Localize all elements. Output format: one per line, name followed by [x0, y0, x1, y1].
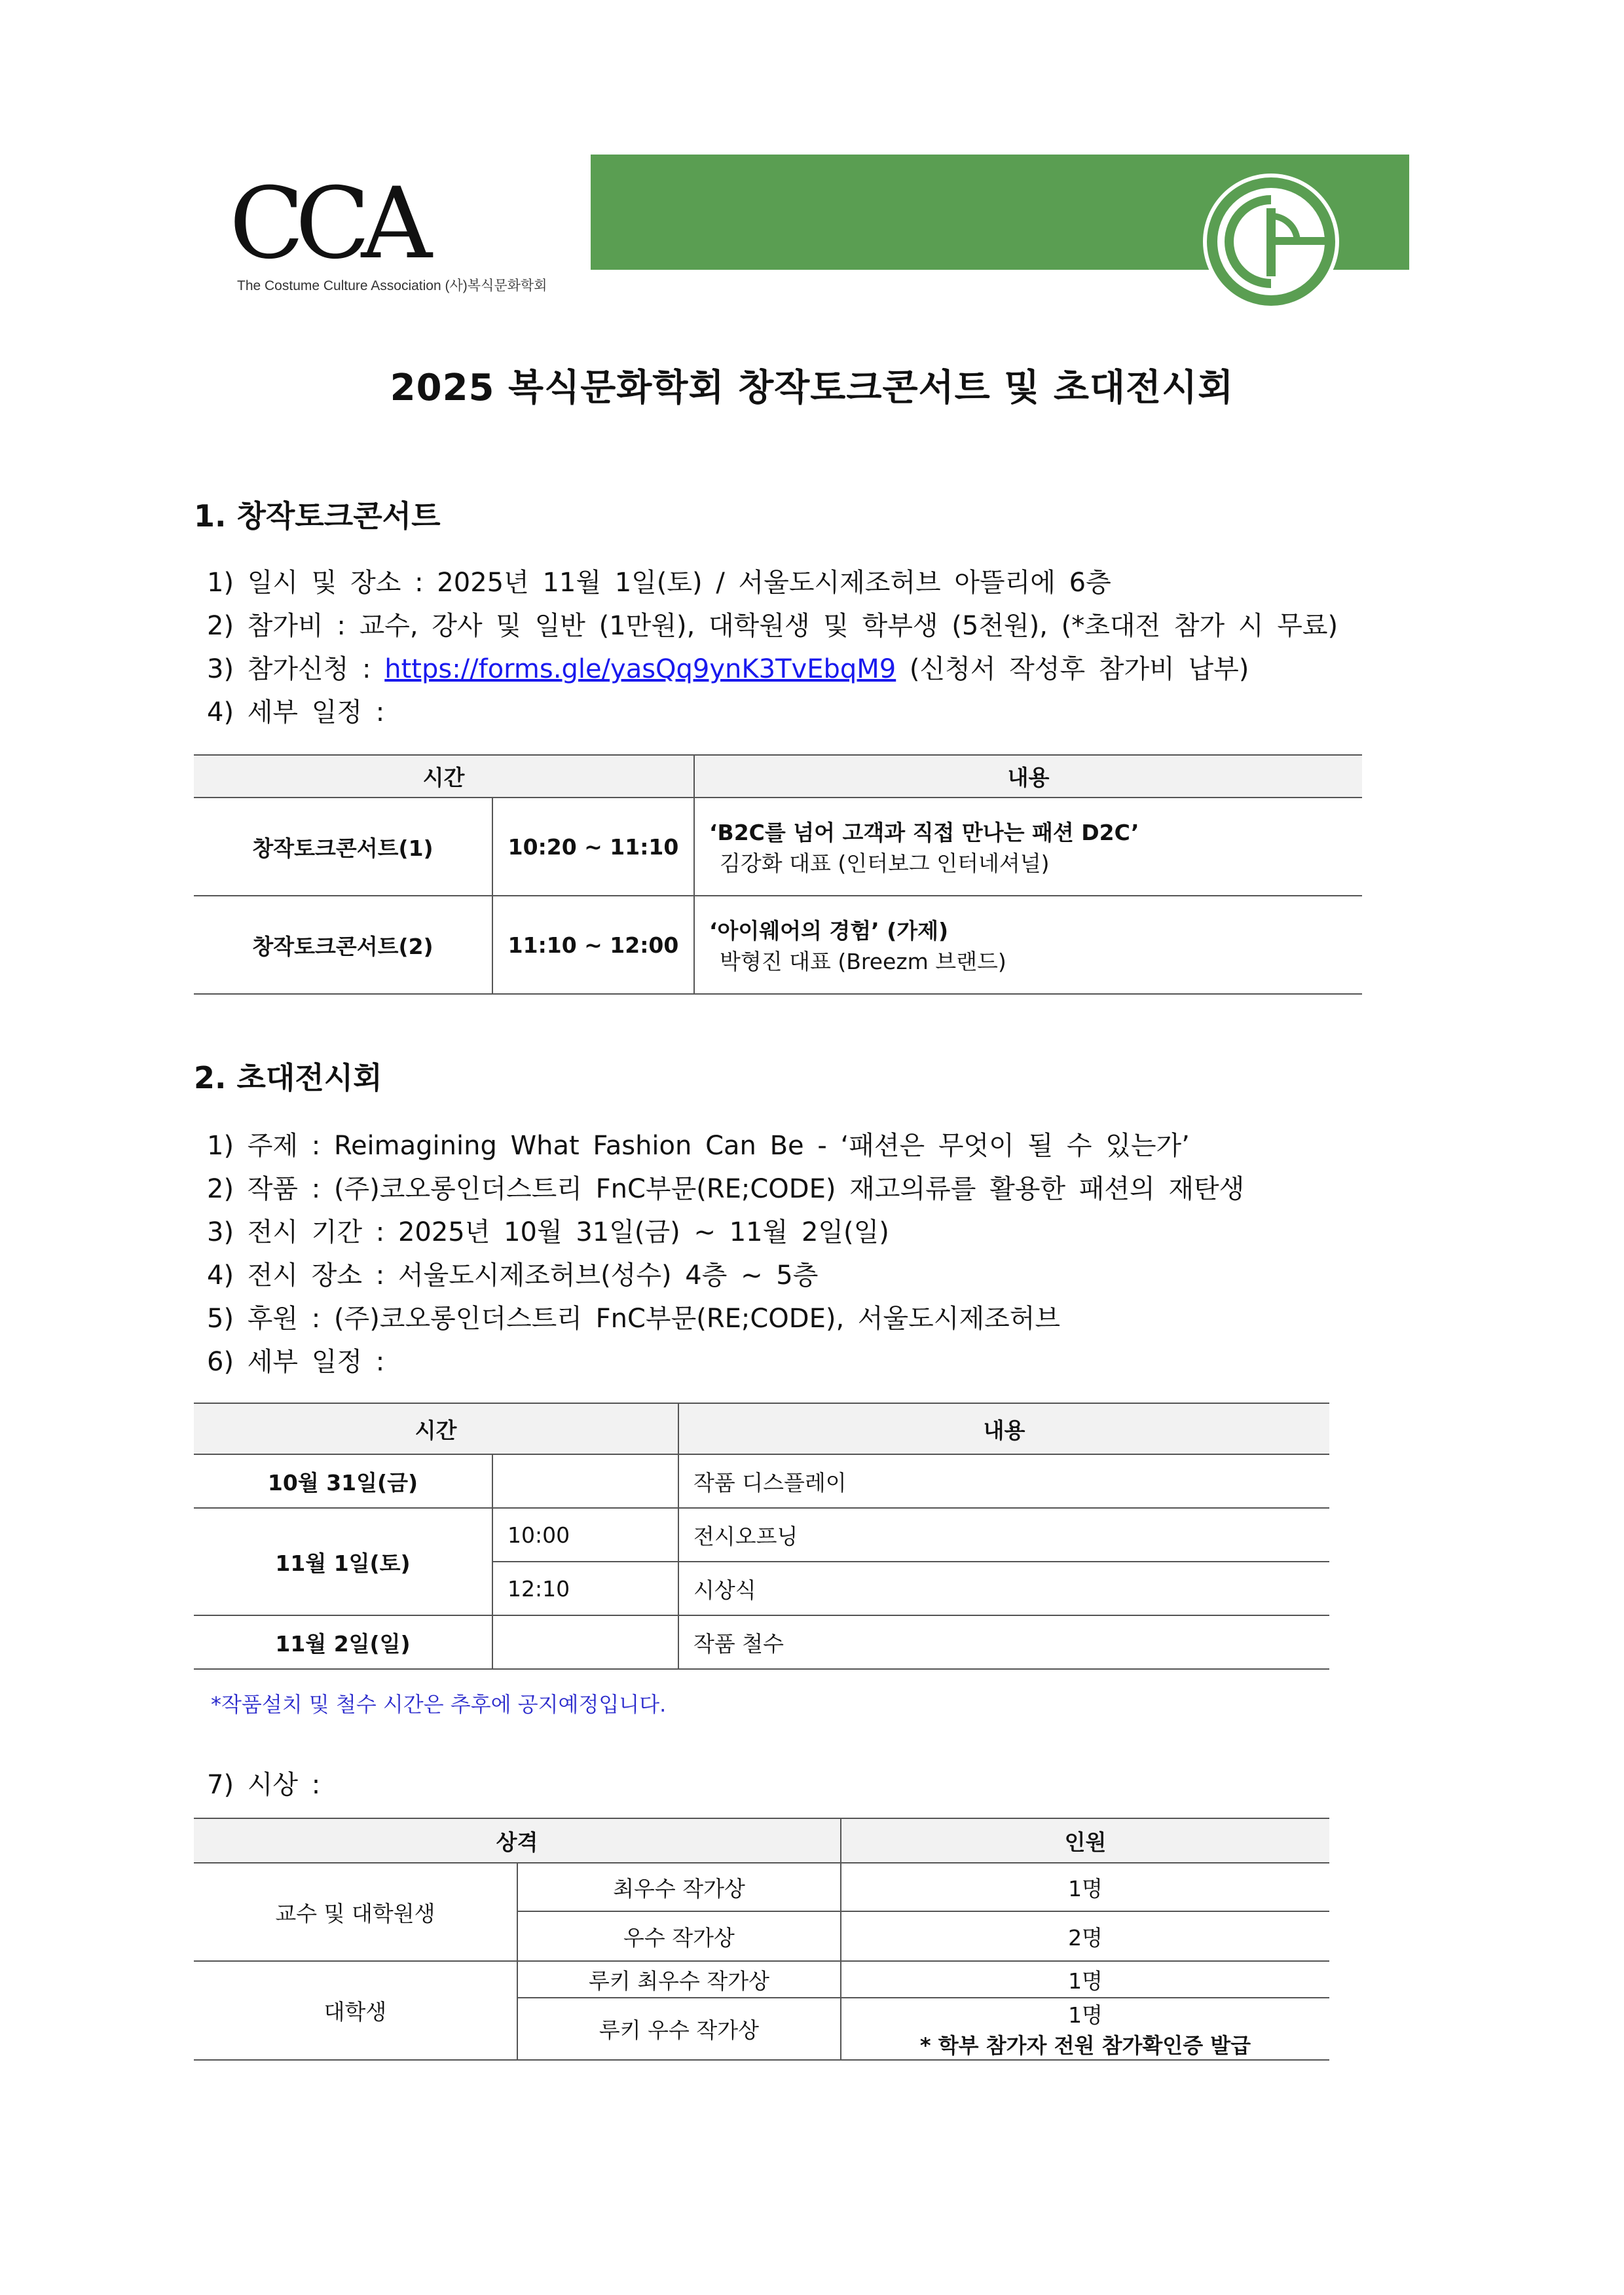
exhibition-schedule-table [194, 1403, 1329, 1670]
concert-schedule-label: 4) 세부 일정 : [207, 697, 385, 727]
award-count: 2명 [841, 1911, 1329, 1961]
session-time: 11:10 ~ 12:00 [492, 896, 694, 994]
table-row [194, 1454, 1329, 1508]
session-time: 10:20 ~ 11:10 [492, 798, 694, 896]
table-header-count: 인원 [841, 1818, 1329, 1863]
award-footnote: * 학부 참가자 전원 참가확인증 발급 [919, 2033, 1251, 2058]
award-name: 루키 우수 작가상 [517, 1998, 841, 2060]
table-row [194, 1615, 1329, 1669]
table-header-content: 내용 [678, 1403, 1329, 1454]
section-heading-exhibition: 2. 초대전시회 [194, 1060, 382, 1095]
registration-link[interactable]: https://forms.gle/yasQq9ynK3TvEbqM9 [384, 654, 896, 684]
concert-registration [207, 653, 1249, 685]
association-emblem-icon [1198, 169, 1344, 314]
session-talk-title: ‘B2C를 넘어 고객과 직접 만나는 패션 D2C’ [709, 820, 1139, 845]
table-row [194, 1508, 1329, 1562]
session-name: 창작토크콘서트(2) [194, 896, 492, 994]
registration-note: (신청서 작성후 참가비 납부) [896, 654, 1249, 684]
table-header-content: 내용 [694, 755, 1362, 798]
exhibition-schedule-label: 6) 세부 일정 : [207, 1347, 385, 1377]
table-header-time: 시간 [194, 1403, 678, 1454]
page-title: 2025 복식문화학회 창작토크콘서트 및 초대전시회 [390, 367, 1234, 409]
exhibition-theme: 1) 주제 : Reimagining What Fashion Can Be - ‘패션은 무엇이 될 수 있는가’ [207, 1131, 1190, 1161]
award-count: 1명 [841, 1961, 1329, 1998]
table-row [194, 1863, 1329, 1911]
session-speaker: 박형진 대표 (Breezm 브랜드) [720, 949, 1006, 974]
award-count: 1명 [1068, 2002, 1103, 2028]
schedule-time [492, 1615, 678, 1669]
table-header-time: 시간 [194, 755, 694, 798]
award-count: 1명 [841, 1863, 1329, 1911]
registration-label: 3) 참가신청 : [207, 654, 385, 684]
logo: CCA [229, 167, 423, 281]
session-detail [694, 896, 1362, 994]
schedule-date: 10월 31일(금) [194, 1454, 492, 1508]
award-table [194, 1818, 1329, 2061]
schedule-date: 11월 2일(일) [194, 1615, 492, 1669]
exhibition-period: 3) 전시 기간 : 2025년 10월 31일(금) ~ 11월 2일(일) [207, 1217, 889, 1247]
award-name: 루키 최우수 작가상 [517, 1961, 841, 1998]
session-talk-title: ‘아이웨어의 경험’ (가제) [709, 918, 949, 944]
exhibition-venue: 4) 전시 장소 : 서울도시제조허브(성수) 4층 ~ 5층 [207, 1260, 819, 1291]
schedule-time [492, 1454, 678, 1508]
award-group: 교수 및 대학원생 [194, 1863, 517, 1961]
award-label: 7) 시상 : [207, 1770, 321, 1800]
award-group: 대학생 [194, 1961, 517, 2060]
schedule-time: 10:00 [492, 1508, 678, 1562]
concert-datetime-place: 1) 일시 및 장소 : 2025년 11월 1일(토) / 서울도시제조허브 아뜰리에 6층 [207, 568, 1111, 598]
award-count-cell [841, 1998, 1329, 2060]
award-name: 우수 작가상 [517, 1911, 841, 1961]
concert-fee: 2) 참가비 : 교수, 강사 및 일반 (1만원), 대학원생 및 학부생 (5천원), (*초대전 참가 시 무료) [207, 611, 1338, 641]
schedule-time: 12:10 [492, 1562, 678, 1615]
table-row [194, 798, 1362, 896]
concert-schedule-table [194, 754, 1362, 995]
exhibition-sponsor: 5) 후원 : (주)코오롱인더스트리 FnC부문(RE;CODE), 서울도시제조허브 [207, 1304, 1061, 1334]
install-notice: *작품설치 및 철수 시간은 추후에 공지예정입니다. [211, 1692, 667, 1717]
section-heading-concert: 1. 창작토크콘서트 [194, 498, 441, 534]
schedule-content: 전시오프닝 [678, 1508, 1329, 1562]
session-speaker: 김강화 대표 (인터보그 인터네셔널) [720, 851, 1050, 876]
award-name: 최우수 작가상 [517, 1863, 841, 1911]
table-header-award: 상격 [194, 1818, 841, 1863]
table-row [194, 896, 1362, 994]
session-name: 창작토크콘서트(1) [194, 798, 492, 896]
logo-subtitle: The Costume Culture Association (사)복식문화학회 [237, 278, 547, 293]
schedule-date: 11월 1일(토) [194, 1508, 492, 1615]
exhibition-works: 2) 작품 : (주)코오롱인더스트리 FnC부문(RE;CODE) 재고의류를 활용한 패션의 재탄생 [207, 1174, 1245, 1204]
schedule-content: 시상식 [678, 1562, 1329, 1615]
schedule-content: 작품 철수 [678, 1615, 1329, 1669]
session-detail [694, 798, 1362, 896]
table-row [194, 1961, 1329, 1998]
schedule-content: 작품 디스플레이 [678, 1454, 1329, 1508]
